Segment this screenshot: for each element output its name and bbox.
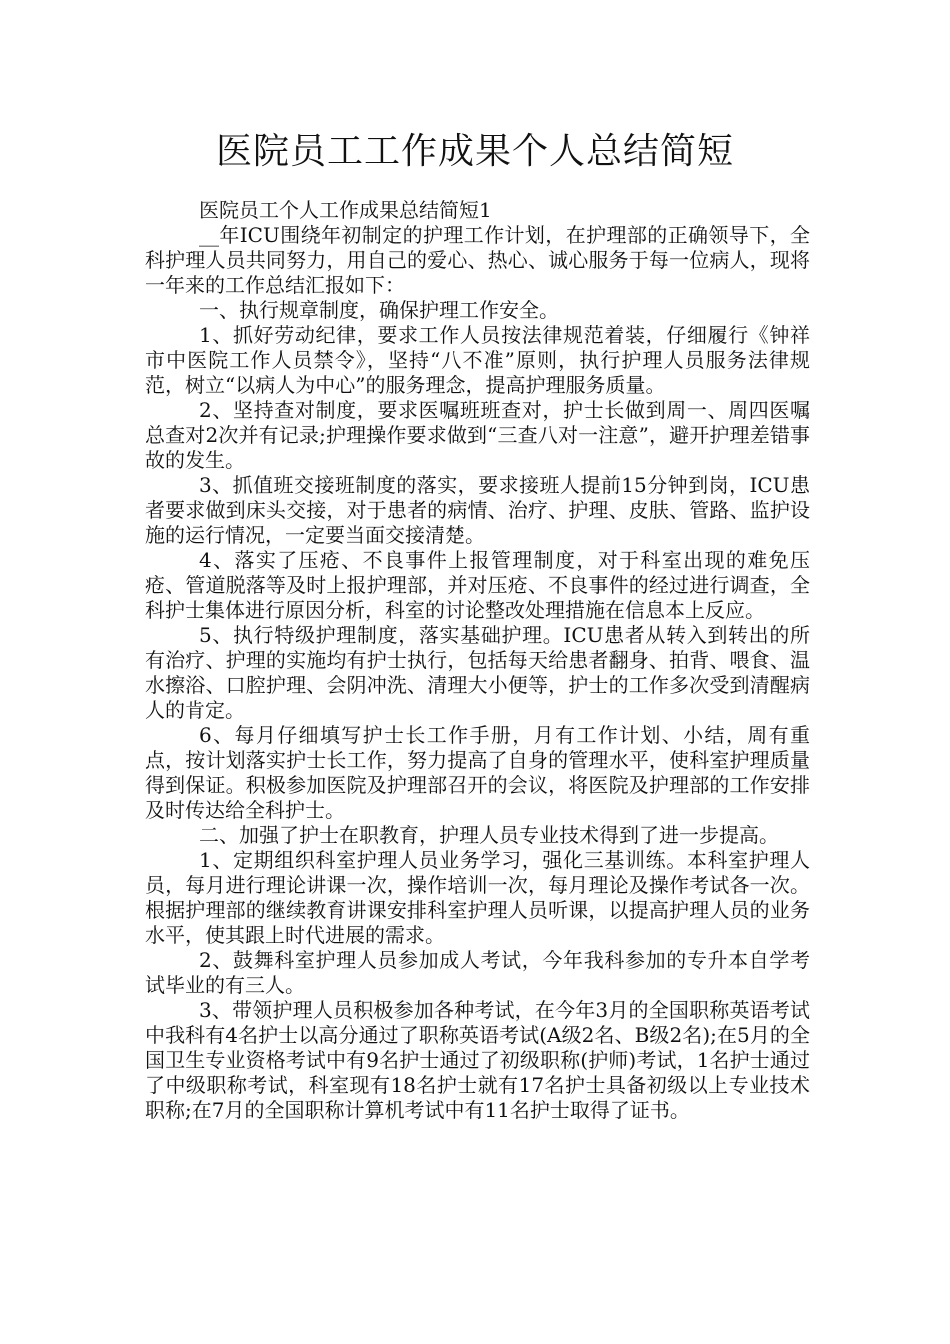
paragraph-item: 5、执行特级护理制度，落实基础护理。ICU患者从转入到转出的所有治疗、护理的实施均有护士执行，包括每天给患者翻身、拍背、喂食、温水擦浴、口腔护理、会阴冲洗、清理大小便等，护士的工作多次受到清醒病人的肯定。 — [145, 623, 810, 722]
document-body — [145, 198, 810, 1123]
paragraph-item: 1、抓好劳动纪律，要求工作人员按法律规范着装，仔细履行《钟祥市中医院工作人员禁令》，坚持“八不准”原则，执行护理人员服务法律规范，树立“以病人为中心”的服务理念，提高护理服务质量。 — [145, 323, 810, 397]
paragraph-intro: __年ICU围绕年初制定的护理工作计划，在护理部的正确领导下，全科护理人员共同努力，用自己的爱心、热心、诚心服务于每一位病人，现将一年来的工作总结汇报如下： — [145, 223, 810, 297]
paragraph-subtitle: 医院员工个人工作成果总结简短1 — [199, 198, 492, 222]
paragraph-item: 3、抓值班交接班制度的落实，要求接班人提前15分钟到岗，ICU患者要求做到床头交接，对于患者的病情、治疗、护理、皮肤、管路、监护设施的运行情况，一定要当面交接清楚。 — [145, 473, 810, 547]
paragraph-item: 3、带领护理人员积极参加各种考试，在今年3月的全国职称英语考试中我科有4名护士以高分通过了职称英语考试(A级2名、B级2名);在5月的全国卫生专业资格考试中有9名护士通过了初级职称(护师)考试，1名护士通过了中级职称考试，科室现有18名护士就有17名护士具备初级以上专业技术职称;在7月的全国职称计算机考试中有11名护士取得了证书。 — [145, 998, 810, 1122]
paragraph-item: 2、鼓舞科室护理人员参加成人考试，今年我科参加的专升本自学考试毕业的有三人。 — [145, 948, 810, 997]
paragraph-item: 4、落实了压疮、不良事件上报管理制度，对于科室出现的难免压疮、管道脱落等及时上报护理部，并对压疮、不良事件的经过进行调查，全科护士集体进行原因分析，科室的讨论整改处理措施在信息本上反应。 — [145, 548, 810, 622]
document-title: 医院员工工作成果个人总结简短 — [215, 131, 734, 172]
section-heading-1: 一、执行规章制度，确保护理工作安全。 — [199, 298, 559, 322]
paragraph-item: 2、坚持查对制度，要求医嘱班班查对，护士长做到周一、周四医嘱总查对2次并有记录;护理操作要求做到“三查八对一注意”，避开护理差错事故的发生。 — [145, 398, 810, 472]
paragraph-item: 1、定期组织科室护理人员业务学习，强化三基训练。本科室护理人员，每月进行理论讲课一次，操作培训一次，每月理论及操作考试各一次。根据护理部的继续教育讲课安排科室护理人员听课，以提高护理人员的业务水平，使其跟上时代进展的需求。 — [145, 848, 810, 947]
section-heading-2: 二、加强了护士在职教育，护理人员专业技术得到了进一步提高。 — [199, 823, 779, 847]
paragraph-item: 6、每月仔细填写护士长工作手册，月有工作计划、小结，周有重点，按计划落实护士长工作，努力提高了自身的管理水平，使科室护理质量得到保证。积极参加医院及护理部召开的会议，将医院及护理部的工作安排及时传达给全科护士。 — [145, 723, 810, 822]
